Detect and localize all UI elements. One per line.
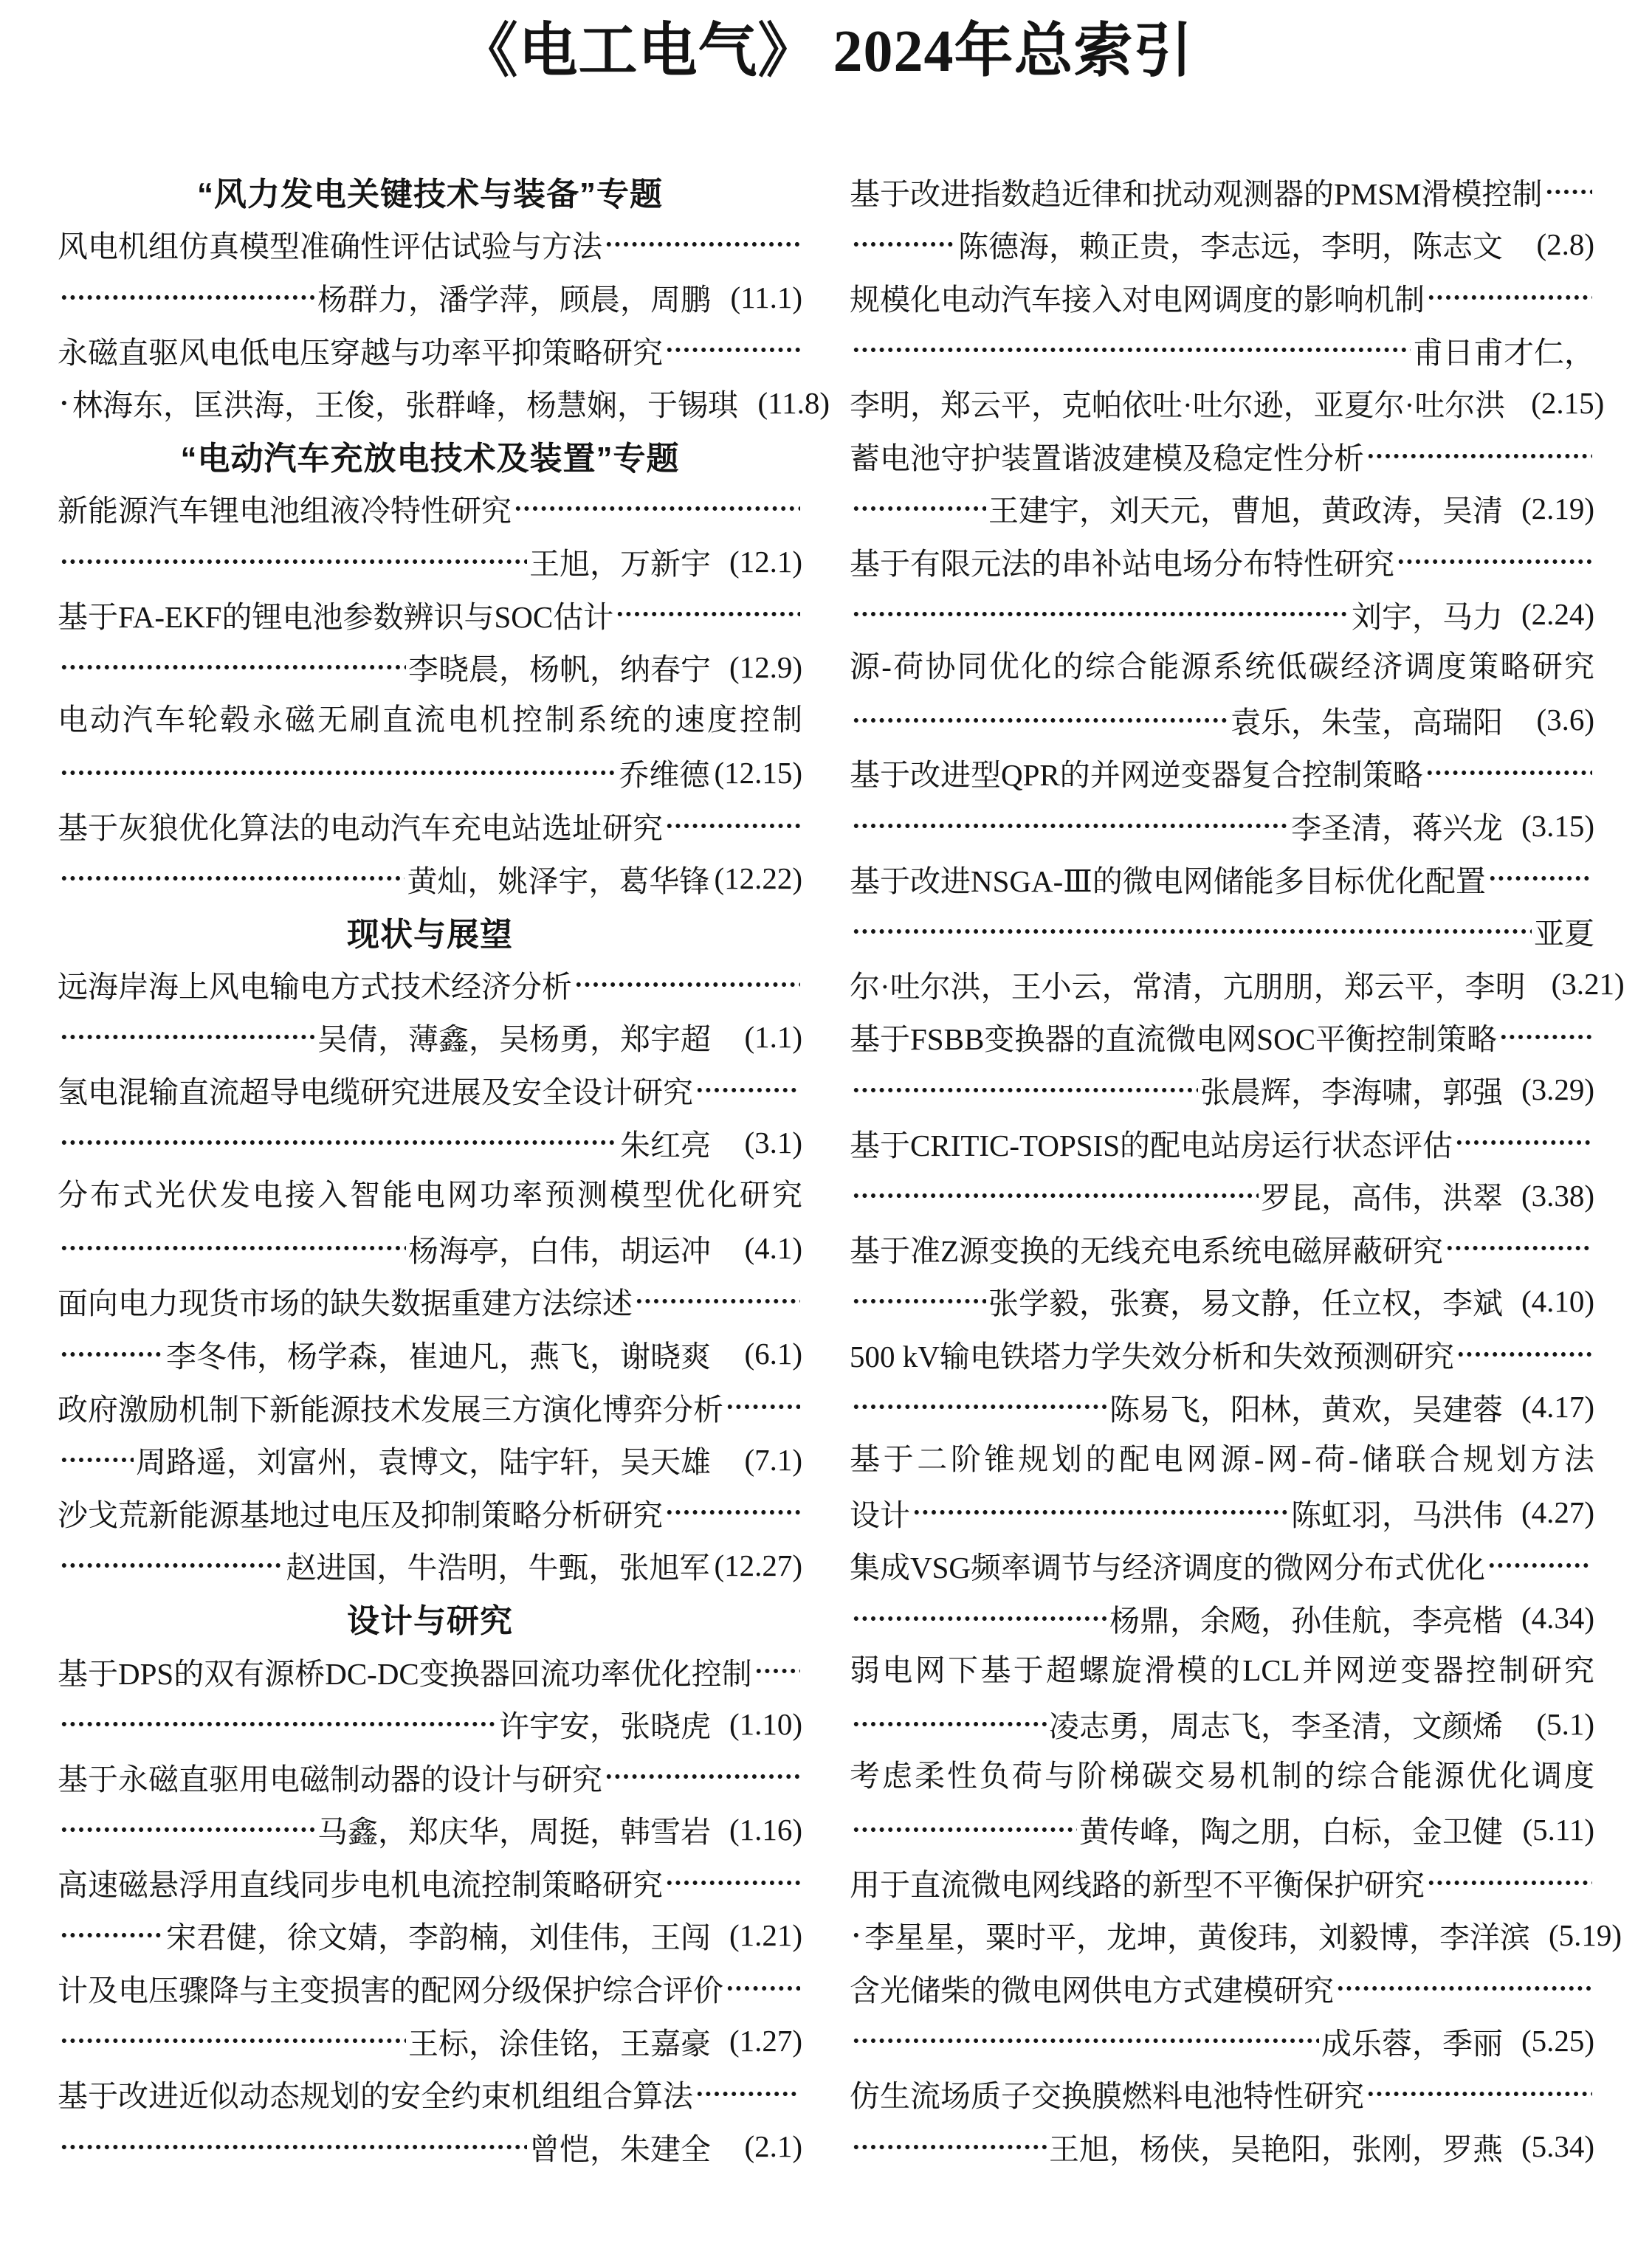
page-number: (3.29) xyxy=(1521,1072,1594,1107)
index-entry-line xyxy=(850,1539,1594,1592)
page-number: (12.1) xyxy=(729,544,802,579)
index-entry-line xyxy=(850,1169,1594,1222)
dot-leader xyxy=(60,1328,164,1381)
index-entry-line xyxy=(58,271,802,324)
entry-title: 沙戈荒新能源基地过电压及抑制策略分析研究 xyxy=(58,1498,663,1532)
entry-authors: 赵进国，牛浩明，牛甄，张旭军 xyxy=(286,1551,710,1585)
page-number: (1.27) xyxy=(729,2024,802,2058)
entry-title: 风电机组仿真模型准确性评估试验与方法 xyxy=(58,230,602,264)
index-entry-line xyxy=(850,1328,1594,1381)
dot-leader xyxy=(60,1803,315,1856)
index-entry-line xyxy=(58,1380,802,1433)
entry-title: 设计 xyxy=(850,1498,910,1532)
dot-leader xyxy=(1427,271,1592,324)
entry-authors: 王旭，万新宇 xyxy=(529,547,711,582)
dot-leader xyxy=(1397,535,1592,588)
index-entry-line xyxy=(850,535,1594,588)
entry-title: 仿生流场质子交换膜燃料电池特性研究 xyxy=(850,2079,1364,2114)
entry-authors: 亚夏 xyxy=(1534,917,1594,951)
index-entry-line xyxy=(58,1328,802,1381)
index-entry-line xyxy=(850,1486,1594,1539)
index-entry-line xyxy=(850,587,1594,641)
dot-leader xyxy=(60,746,616,799)
entry-title: 永磁直驱风电低电压穿越与功率平抑策略研究 xyxy=(58,335,663,370)
index-entry-line xyxy=(850,2067,1594,2120)
dot-leader xyxy=(60,2014,406,2067)
entry-title: 基于改进型QPR的并网逆变器复合控制策略 xyxy=(850,758,1423,793)
index-entry-line xyxy=(850,2014,1594,2067)
entry-authors: 李星星，粟时平，龙坤，黄俊玮，刘毅博，李洋滨 xyxy=(864,1920,1530,1955)
section-heading: 设计与研究 xyxy=(347,1603,513,1640)
page-number: (1.1) xyxy=(744,1019,802,1054)
dot-leader xyxy=(852,1698,1047,1751)
entry-authors: 杨海亭，白伟，胡运冲 xyxy=(408,1233,711,1268)
entry-authors: 陈德海，赖正贵，李志远，李明，陈志文 xyxy=(958,230,1503,264)
entry-title: 用于直流微电网线路的新型不平衡保护研究 xyxy=(850,1867,1425,1902)
dot-leader xyxy=(726,1380,800,1433)
page-number: (4.27) xyxy=(1521,1495,1594,1530)
index-entry-line xyxy=(58,1909,802,1962)
dot-leader xyxy=(852,2014,1319,2067)
page-number: (5.34) xyxy=(1521,2129,1594,2164)
entry-authors: 林海东，匡洪海，王俊，张群峰，杨慧娴，于锡琪 xyxy=(72,388,738,423)
dot-leader xyxy=(1336,1962,1592,2015)
entry-title: 李明，郑云平，克帕依吐·吐尔逊，亚夏尔·吐尔洪 xyxy=(850,388,1506,423)
entry-authors: 黄传峰，陶之朋，白标，金卫健 xyxy=(1079,1815,1503,1850)
entry-authors: 乔维德 xyxy=(619,758,710,793)
dot-leader xyxy=(1445,1221,1592,1275)
entry-title: 基于改进指数趋近律和扰动观测器的PMSM滑模控制 xyxy=(850,176,1543,211)
index-entry-line xyxy=(58,1116,802,1169)
dot-leader xyxy=(1456,1328,1592,1381)
index-entry-line xyxy=(850,746,1594,799)
entry-title: 氢电混输直流超导电缆研究进展及安全设计研究 xyxy=(58,1075,693,1109)
dot-leader xyxy=(60,1909,164,1962)
page-number: (4.17) xyxy=(1521,1390,1594,1424)
dot-leader xyxy=(60,1698,497,1751)
page-number: (3.38) xyxy=(1521,1178,1594,1213)
entry-authors: 朱红亮 xyxy=(620,1128,711,1162)
dot-leader xyxy=(60,1539,283,1592)
entry-title: 尔·吐尔洪，王小云，常清，亢朋朋，郑云平，李明 xyxy=(850,969,1526,1004)
page-number: (4.34) xyxy=(1521,1601,1594,1636)
page-number: (5.25) xyxy=(1521,2024,1594,2058)
index-entry-line xyxy=(850,482,1594,535)
page-number: (3.15) xyxy=(1521,808,1594,843)
dot-leader xyxy=(60,1116,618,1169)
page-number: (5.11) xyxy=(1522,1812,1594,1847)
page-number: (4.1) xyxy=(744,1231,802,1266)
page-number: (2.19) xyxy=(1521,491,1594,526)
dot-leader xyxy=(726,1962,800,2015)
dot-leader xyxy=(695,1064,800,1117)
entry-title: 基于永磁直驱用电磁制动器的设计与研究 xyxy=(58,1762,602,1796)
entry-authors: 陈虹羽，马洪伟 xyxy=(1291,1498,1503,1532)
dot-leader xyxy=(852,1380,1107,1433)
entry-title: 弱电网下基于超螺旋滑模的LCL并网逆变器控制研究 xyxy=(850,1653,1594,1688)
dot-leader xyxy=(1455,1116,1592,1169)
index-entry-line xyxy=(58,1856,802,1909)
dot-leader xyxy=(1488,852,1592,905)
dot-leader xyxy=(665,1856,800,1909)
entry-authors: 张晨辉，李海啸，郭强 xyxy=(1200,1075,1503,1109)
entry-authors: 凌志勇，周志飞，李圣清，文颜烯 xyxy=(1049,1709,1503,1744)
dot-leader xyxy=(60,852,405,905)
index-entry-line xyxy=(58,799,802,852)
entry-authors: 吴倩，薄鑫，吴杨勇，郑宇超 xyxy=(317,1022,711,1057)
dot-leader xyxy=(754,1644,800,1698)
index-entry-line xyxy=(58,1962,802,2015)
dot-leader xyxy=(574,958,800,1011)
dot-leader xyxy=(695,2067,800,2120)
index-entry-line xyxy=(850,323,1594,376)
entry-title: 基于二阶锥规划的配电网源-网-荷-储联合规划方法 xyxy=(850,1441,1594,1476)
dot-leader xyxy=(852,799,1289,852)
dot-leader xyxy=(665,1486,800,1539)
dot-leader xyxy=(60,2120,527,2174)
entry-title: 远海岸海上风电输电方式技术经济分析 xyxy=(58,969,572,1004)
entry-title: 蓄电池守护装置谐波建模及稳定性分析 xyxy=(850,441,1364,475)
dot-leader xyxy=(1499,1010,1592,1064)
index-entry-line xyxy=(58,1010,802,1064)
index-entry-line xyxy=(850,218,1594,271)
index-entry-line xyxy=(58,958,802,1011)
entry-title: 面向电力现货市场的缺失数据重建方法综述 xyxy=(58,1286,633,1321)
entry-title: 电动汽车轮毂永磁无刷直流电机控制系统的速度控制 xyxy=(58,702,802,737)
page-number: (12.15) xyxy=(714,755,802,790)
page-number: (2.15) xyxy=(1531,385,1605,420)
page-number: (3.21) xyxy=(1551,967,1625,1002)
entry-title: 含光储柴的微电网供电方式建模研究 xyxy=(850,1974,1334,2008)
page-number: (1.10) xyxy=(729,1706,802,1741)
index-entry-line xyxy=(850,1064,1594,1117)
dot-leader xyxy=(852,587,1349,641)
page-number: (2.8) xyxy=(1536,227,1594,261)
index-entry-line xyxy=(58,1275,802,1328)
entry-authors: 杨鼎，余飏，孙佳航，李亮楷 xyxy=(1109,1603,1503,1638)
dot-leader xyxy=(852,1169,1259,1222)
index-columns xyxy=(0,165,1652,2174)
index-entry-line xyxy=(850,376,1605,430)
page-number: (1.21) xyxy=(729,1917,802,1952)
section-heading: “风力发电关键技术与装备”专题 xyxy=(197,176,663,213)
index-entry-line xyxy=(58,746,802,799)
index-entry-line xyxy=(850,430,1594,483)
index-entry-line xyxy=(58,1221,802,1275)
index-entry-line xyxy=(58,1698,802,1751)
index-entry-line xyxy=(850,1221,1594,1275)
page-number: (7.1) xyxy=(744,1442,802,1477)
entry-authors: 罗昆，高伟，洪翠 xyxy=(1261,1181,1503,1216)
page-number: (6.1) xyxy=(744,1337,802,1371)
index-entry-line xyxy=(850,1275,1594,1328)
index-entry-line xyxy=(850,1962,1594,2015)
dot-leader xyxy=(1487,1539,1592,1592)
index-entry-line xyxy=(850,852,1594,905)
page-title: 《电工电气》 2024年总索引 xyxy=(458,19,1194,84)
dot-leader xyxy=(60,376,70,430)
entry-title: 源-荷协同优化的综合能源系统低碳经济调度策略研究 xyxy=(850,649,1594,683)
index-entry-line xyxy=(58,1539,802,1592)
entry-authors: 曾恺，朱建全 xyxy=(529,2132,711,2166)
dot-leader xyxy=(852,482,986,535)
entry-authors: 王旭，杨侠，吴艳阳，张刚，罗燕 xyxy=(1049,2132,1503,2166)
index-entry-line xyxy=(58,218,802,271)
dot-leader xyxy=(60,1433,134,1486)
index-entry-line xyxy=(58,2014,802,2067)
entry-title: 基于FSBB变换器的直流微电网SOC平衡控制策略 xyxy=(850,1022,1498,1057)
index-entry-line xyxy=(58,482,802,535)
index-entry-line xyxy=(850,1380,1594,1433)
index-entry-line xyxy=(58,2067,802,2120)
entry-authors: 刘宇，马力 xyxy=(1352,599,1503,634)
entry-authors: 王建宇，刘天元，曹旭，黄政涛，吴清 xyxy=(988,494,1503,528)
entry-authors: 袁乐，朱莹，高瑞阳 xyxy=(1231,705,1503,740)
index-entry-line xyxy=(58,1644,802,1698)
dot-leader xyxy=(635,1275,800,1328)
page-number: (11.8) xyxy=(757,385,830,420)
index-entry-line xyxy=(850,1010,1594,1064)
index-entry-line xyxy=(58,1064,802,1117)
dot-leader xyxy=(1545,165,1592,218)
index-entry-line xyxy=(850,799,1594,852)
index-entry-line xyxy=(58,376,830,430)
index-entry-line xyxy=(850,1644,1594,1698)
entry-title: 基于有限元法的串补站电场分布特性研究 xyxy=(850,547,1394,582)
entry-authors: 宋君健，徐文婧，李韵楠，刘佳伟，王闯 xyxy=(166,1920,711,1955)
dot-leader xyxy=(616,587,800,641)
dot-leader xyxy=(852,1909,862,1962)
page-number: (5.1) xyxy=(1536,1706,1594,1741)
dot-leader xyxy=(912,1486,1289,1539)
index-entry-line xyxy=(850,958,1625,1011)
dot-leader xyxy=(60,641,406,694)
page-number: (12.27) xyxy=(714,1548,802,1582)
entry-title: 基于灰狼优化算法的电动汽车充电站选址研究 xyxy=(58,811,663,846)
dot-leader xyxy=(852,2120,1047,2174)
index-entry-line xyxy=(850,1698,1594,1751)
index-entry-line xyxy=(850,1592,1594,1645)
index-entry-line xyxy=(850,271,1594,324)
index-entry-line xyxy=(58,1486,802,1539)
entry-title: 考虑柔性负荷与阶梯碳交易机制的综合能源优化调度 xyxy=(850,1759,1594,1793)
page-number: (12.9) xyxy=(729,649,802,684)
entry-authors: 黄灿，姚泽宇，葛华锋 xyxy=(407,864,710,898)
index-entry-line xyxy=(850,1856,1594,1909)
dot-leader xyxy=(60,1010,315,1064)
index-entry-line xyxy=(58,1433,802,1486)
index-entry-line xyxy=(58,1803,802,1856)
index-entry-line xyxy=(850,1803,1594,1856)
page-number: (3.1) xyxy=(744,1126,802,1160)
index-entry-line xyxy=(58,852,802,905)
entry-authors: 王标，涂佳铭，王嘉豪 xyxy=(408,2026,711,2061)
dot-leader xyxy=(60,1221,406,1275)
dot-leader xyxy=(60,271,315,324)
index-entry-line xyxy=(850,905,1594,958)
entry-title: 基于准Z源变换的无线充电系统电磁屏蔽研究 xyxy=(850,1233,1444,1268)
entry-title: 政府激励机制下新能源技术发展三方演化博弈分析 xyxy=(58,1392,723,1427)
dot-leader xyxy=(1366,2067,1592,2120)
dot-leader xyxy=(1425,746,1592,799)
dot-leader xyxy=(1366,430,1592,483)
dot-leader xyxy=(852,218,956,271)
entry-authors: 周路遥，刘富州，袁博文，陆宇轩，吴天雄 xyxy=(136,1445,711,1480)
page-number: (12.22) xyxy=(714,861,802,896)
entry-title: 基于改进近似动态规划的安全约束机组组合算法 xyxy=(58,2079,693,2114)
index-entry-line xyxy=(850,1909,1622,1962)
dot-leader xyxy=(852,694,1228,747)
entry-authors: 张学毅，张赛，易文静，任立权，李斌 xyxy=(988,1286,1503,1321)
entry-title: 计及电压骤降与主变损害的配网分级保护综合评价 xyxy=(58,1974,723,2008)
entry-title: 基于CRITIC-TOPSIS的配电站房运行状态评估 xyxy=(850,1128,1453,1162)
page-number: (11.1) xyxy=(730,280,802,314)
dot-leader xyxy=(605,1750,800,1803)
index-entry-line xyxy=(58,694,802,747)
index-entry-line xyxy=(58,587,802,641)
index-entry-line xyxy=(58,1169,802,1222)
entry-title: 高速磁悬浮用直线同步电机电流控制策略研究 xyxy=(58,1867,663,1902)
index-entry-line xyxy=(58,535,802,588)
page-number: (2.1) xyxy=(744,2129,802,2164)
entry-authors: 李圣清，蒋兴龙 xyxy=(1291,811,1503,846)
entry-authors: 杨群力，潘学萍，顾晨，周鹏 xyxy=(317,283,711,317)
section-heading: “电动汽车充放电技术及装置”专题 xyxy=(180,441,680,478)
entry-authors: 甫日甫才仁， xyxy=(1413,335,1594,370)
dot-leader xyxy=(852,1803,1077,1856)
dot-leader xyxy=(605,218,800,271)
entry-title: 新能源汽车锂电池组液冷特性研究 xyxy=(58,494,512,528)
dot-leader xyxy=(852,1592,1107,1645)
entry-authors: 马鑫，郑庆华，周挺，韩雪岩 xyxy=(317,1815,711,1850)
dot-leader xyxy=(514,482,800,535)
entry-authors: 许宇安，张晓虎 xyxy=(499,1709,711,1744)
index-entry-line xyxy=(58,641,802,694)
entry-authors: 李晓晨，杨帆，纳春宁 xyxy=(408,652,711,687)
index-entry-line xyxy=(850,2120,1594,2174)
dot-leader xyxy=(1427,1856,1592,1909)
entry-title: 基于改进NSGA-Ⅲ的微电网储能多目标优化配置 xyxy=(850,864,1486,898)
entry-authors: 成乐蓉，季丽 xyxy=(1321,2026,1503,2061)
page-number: (2.24) xyxy=(1521,597,1594,632)
entry-title: 规模化电动汽车接入对电网调度的影响机制 xyxy=(850,283,1425,317)
dot-leader xyxy=(852,1275,986,1328)
page-number: (4.10) xyxy=(1521,1283,1594,1318)
index-entry-line xyxy=(850,1116,1594,1169)
dot-leader xyxy=(852,1064,1198,1117)
dot-leader xyxy=(60,535,527,588)
page-number: (3.6) xyxy=(1536,703,1594,737)
dot-leader xyxy=(852,905,1532,958)
entry-title: 基于DPS的双有源桥DC-DC变换器回流功率优化控制 xyxy=(58,1656,752,1691)
entry-title: 分布式光伏发电接入智能电网功率预测模型优化研究 xyxy=(58,1177,802,1212)
page-number: (1.16) xyxy=(729,1812,802,1847)
right-column xyxy=(850,165,1625,2174)
entry-title: 基于FA-EKF的锂电池参数辨识与SOC估计 xyxy=(58,599,614,634)
index-entry-line xyxy=(850,694,1594,747)
entry-authors: 陈易飞，阳林，黄欢，吴建蓉 xyxy=(1109,1392,1503,1427)
index-entry-line xyxy=(850,1750,1594,1803)
dot-leader xyxy=(665,323,800,376)
entry-authors: 李冬伟，杨学森，崔迪凡，燕飞，谢晓爽 xyxy=(166,1339,711,1374)
dot-leader xyxy=(665,799,800,852)
entry-title: 500 kV输电铁塔力学失效分析和失效预测研究 xyxy=(850,1339,1454,1374)
section-heading: 现状与展望 xyxy=(347,916,513,953)
index-entry-line xyxy=(58,2120,802,2174)
left-column xyxy=(58,165,830,2174)
index-entry-line xyxy=(850,165,1594,218)
index-entry-line xyxy=(58,1750,802,1803)
page-number: (5.19) xyxy=(1548,1917,1622,1952)
index-entry-line xyxy=(58,323,802,376)
dot-leader xyxy=(852,323,1411,376)
index-entry-line xyxy=(850,1433,1594,1486)
entry-title: 集成VSG频率调节与经济调度的微网分布式优化 xyxy=(850,1551,1486,1585)
index-entry-line xyxy=(850,641,1594,694)
